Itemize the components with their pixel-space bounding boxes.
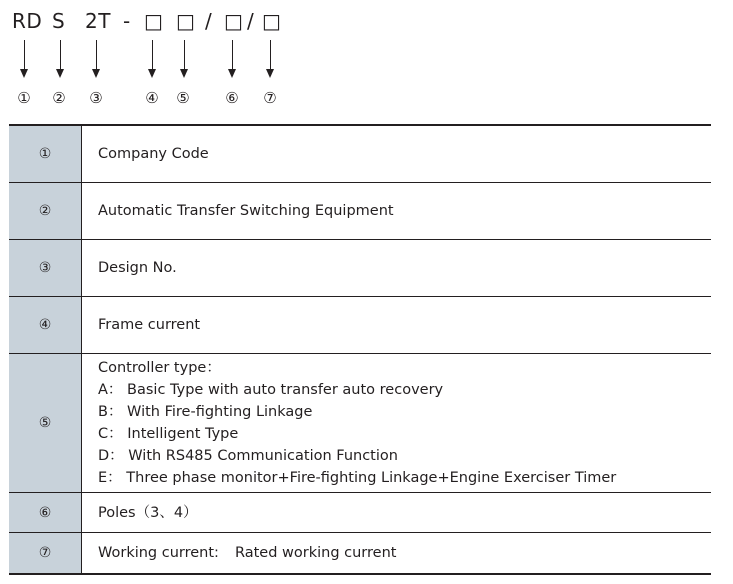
row-value [82, 533, 711, 573]
controller-option-e: E： Three phase monitor+Fire-fighting Linkage+Engine Exerciser Timer [98, 470, 617, 486]
arrow-down-icon [232, 40, 233, 76]
arrow-down-icon [152, 40, 153, 76]
row-key: ① [9, 126, 82, 182]
arrow-down-icon [184, 40, 185, 76]
code-segment-dash: - [123, 9, 131, 33]
code-segment-slash-2: / [247, 9, 255, 33]
row-text: Company Code [98, 146, 209, 162]
row-value [82, 354, 711, 492]
marker-1: ① [17, 89, 31, 107]
code-description-table [9, 124, 711, 575]
table-row [9, 533, 711, 573]
arrow-down-icon [96, 40, 97, 76]
table-row [9, 183, 711, 240]
row-key: ③ [9, 240, 82, 296]
row-key: ② [9, 183, 82, 239]
row-value [82, 126, 711, 182]
row-text: Automatic Transfer Switching Equipment [98, 203, 394, 219]
marker-7: ⑦ [263, 89, 277, 107]
code-segment-frame-box: □ [144, 9, 164, 33]
code-segment-current-box: □ [262, 9, 282, 33]
controller-option-b: B： With Fire-fighting Linkage [98, 404, 313, 420]
marker-5: ⑤ [176, 89, 190, 107]
table-row [9, 240, 711, 297]
row-key: ⑤ [9, 354, 82, 492]
row-value [82, 240, 711, 296]
table-row [9, 126, 711, 183]
code-segment-poles-box: □ [224, 9, 244, 33]
table-row [9, 354, 711, 493]
working-current-label: Working current: [98, 545, 219, 561]
code-segment-controller-box: □ [176, 9, 196, 33]
code-segment-design: 2T [85, 9, 111, 33]
controller-option-a: A： Basic Type with auto transfer auto recovery [98, 382, 444, 398]
row-value [82, 183, 711, 239]
controller-option-c: C： Intelligent Type [98, 426, 239, 442]
marker-2: ② [52, 89, 66, 107]
row-text: Design No. [98, 260, 177, 276]
row-value [82, 493, 711, 532]
row-key: ⑦ [9, 533, 82, 573]
row-value [82, 297, 711, 353]
marker-3: ③ [89, 89, 103, 107]
table-row [9, 297, 711, 354]
row-text: Poles（3、4） [98, 504, 198, 521]
working-current-value: Rated working current [234, 545, 397, 561]
row-text [98, 542, 711, 564]
row-key: ⑥ [9, 493, 82, 532]
arrow-down-icon [60, 40, 61, 76]
marker-4: ④ [145, 89, 159, 107]
model-code-diagram [0, 0, 733, 118]
row-text: Frame current [98, 317, 201, 333]
arrow-down-icon [270, 40, 271, 76]
arrow-down-icon [24, 40, 25, 76]
controller-option-d: D： With RS485 Communication Function [98, 448, 398, 464]
row-key: ④ [9, 297, 82, 353]
code-segment-ats: S [52, 9, 66, 33]
code-segment-company: RD [12, 9, 43, 33]
code-segment-slash-1: / [205, 9, 213, 33]
controller-type-heading: Controller type： [98, 360, 221, 376]
table-row [9, 493, 711, 533]
marker-6: ⑥ [225, 89, 239, 107]
